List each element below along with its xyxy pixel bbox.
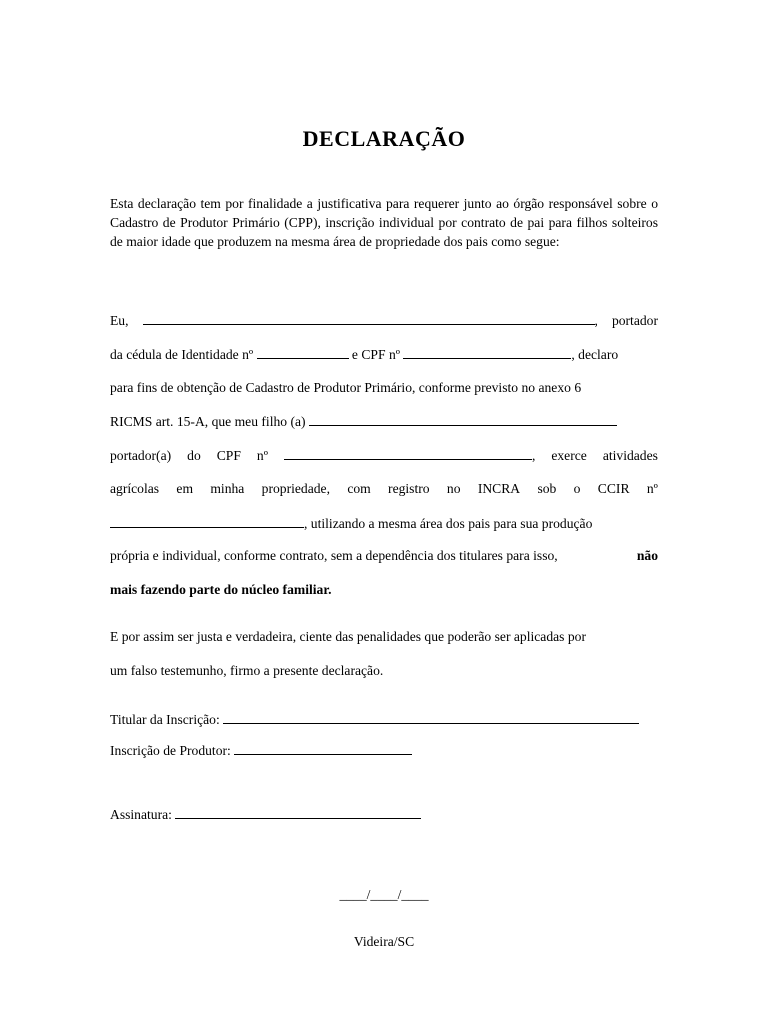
date-line: ____/____/____ [339,887,429,902]
body-text: portador(a) [110,448,172,463]
body-line-4 [110,413,658,430]
body-text: exerce [551,448,587,463]
ccir-blank [110,515,304,528]
body-word: sob [537,481,557,496]
body-word: registro [388,481,430,496]
child-cpf-blank [284,447,532,460]
body-text: da cédula de Identidade nº [110,347,254,362]
body-line-3: para fins de obtenção de Cadastro de Produtor Primário, conforme previsto no anexo 6 [110,380,582,395]
body-word: CCIR [597,481,630,496]
body-bold-text: não [636,548,658,563]
location: Videira/SC [353,934,415,949]
assinatura-field [110,806,658,823]
body-text: própria e individual, conforme contrato, sem a dependência dos titulares para isso, [110,548,558,563]
assinatura-label: Assinatura: [110,807,172,822]
body-line-1 [110,312,658,329]
cpf-blank [403,346,571,359]
body-text: nº [256,448,268,463]
titular-field [110,711,658,728]
signature-blank [175,806,421,819]
body-text: atividades [602,448,658,463]
body-word: minha [210,481,245,496]
inscricao-label: Inscrição de Produtor: [110,743,231,758]
body-text: portador [611,313,658,328]
titular-blank [223,711,639,724]
body-word: em [176,481,194,496]
body-text: , utilizando a mesma área dos pais para sua produção [304,516,593,531]
body-text: , [531,448,536,463]
document-title: DECLARAÇÃO [302,126,466,151]
body-word: agrícolas [110,481,160,496]
body-word: o [573,481,581,496]
closing-line-2: um falso testemunho, firmo a presente declaração. [110,663,384,678]
body-line-7 [110,515,658,532]
rg-blank [257,346,349,359]
body-text: , [594,313,598,328]
closing-line-1: E por assim ser justa e verdadeira, ciente das penalidades que poderão ser aplicadas por [110,629,586,644]
intro-paragraph: Esta declaração tem por finalidade a justificativa para requerer junto ao órgão responsável sobre o Cadastro de Produtor Primário (CPP), inscrição individual por contrato de pai para filhos solteiros de maior idade que produzem na mesma área de propriedade dos pais como segue: [110,196,658,249]
body-line-5 [110,447,658,464]
name-blank [143,312,595,325]
body-text: , declaro [571,347,619,362]
body-line-6 [110,481,658,497]
body-word: no [446,481,461,496]
body-text: CPF [216,448,241,463]
body-line-2 [110,346,658,363]
body-word: INCRA [477,481,521,496]
body-word: nº [646,481,658,496]
body-line-8 [110,548,658,564]
titular-label: Titular da Inscrição: [110,712,220,727]
body-text: e CPF nº [351,347,400,362]
body-text: RICMS art. 15-A, que meu filho (a) [110,414,306,429]
child-name-blank [309,413,617,426]
inscricao-blank [234,742,412,755]
body-line-9: mais fazendo parte do núcleo familiar. [110,582,332,597]
body-text: Eu, [110,313,129,328]
inscricao-field [110,742,658,759]
body-word: com [347,481,371,496]
body-text: do [187,448,201,463]
body-word: propriedade, [261,481,330,496]
